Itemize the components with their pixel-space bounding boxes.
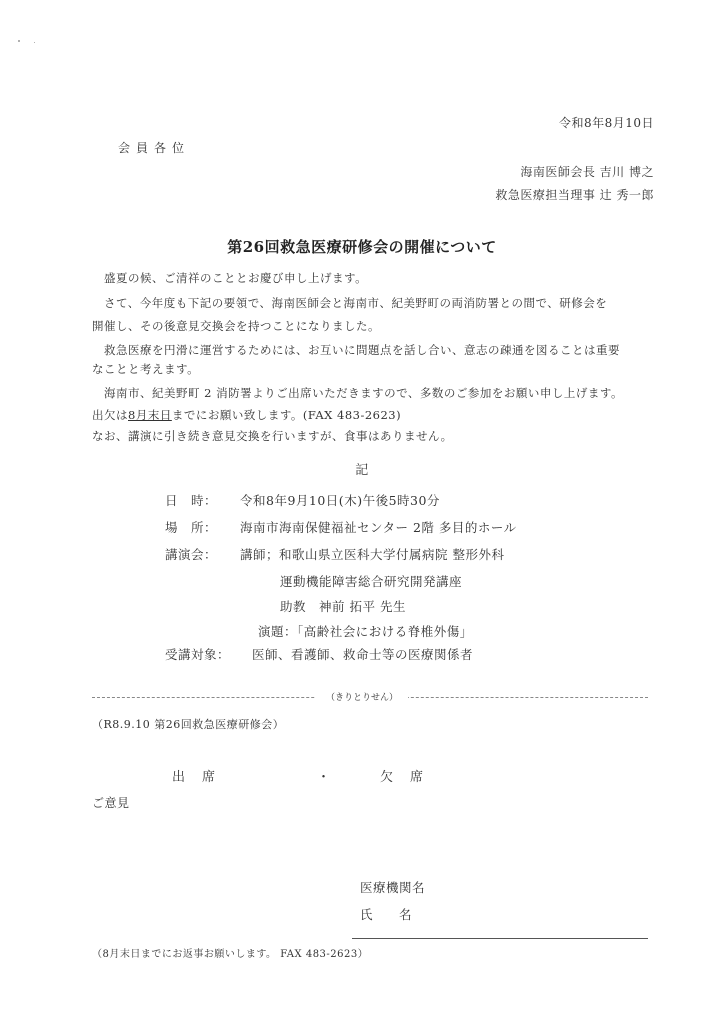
lecture-value: 講師；和歌山県立医科大学付属病院 整形外科: [240, 547, 505, 562]
lecturer-name: 助教 神前 拓平 先生: [280, 599, 406, 614]
sender-director: 救急医療担当理事 辻 秀一郎: [495, 188, 654, 202]
sender-president: 海南医師会長 吉川 博之: [520, 165, 654, 179]
lecture-dept: 運動機能障害総合研究開発講座: [280, 574, 463, 589]
cut-line-label: （きりとりせん）: [0, 690, 724, 703]
addressee: 会員各位: [118, 141, 191, 155]
reply-slip-reference: （R8.9.10 第26回救急医療研修会）: [92, 718, 285, 731]
datetime-label: 日 時：: [165, 493, 218, 508]
document-date: 令和8年8月10日: [558, 116, 654, 130]
scan-speck: [18, 40, 20, 42]
body-para3-line1: 海南市、紀美野町 2 消防署よりご出席いただきますので、多数のご参加をお願い申し上げます。: [104, 386, 623, 400]
ki-heading: 記: [355, 463, 369, 478]
body-para2-line1: 救急医療を円滑に運営するためには、お互いに問題点を話し合い、意志の疎通を図ることは重要: [104, 343, 620, 357]
body-para4: なお、講演に引き続き意見交換を行いますが、食事はありません。: [92, 429, 453, 443]
body-para1-line1: さて、今年度も下記の要領で、海南医師会と海南市、紀美野町の両消防署との間で、研修会を: [104, 296, 608, 310]
attendance-choice: [172, 766, 425, 785]
scan-speck: [34, 42, 35, 43]
attend-separator: ・: [317, 770, 333, 785]
attend-no-option[interactable]: 欠 席: [380, 770, 426, 785]
opinion-label: ご意見: [92, 796, 130, 810]
body-para3-line2: 出欠は8月末日までにお願い致します。(FAX 483-2623): [92, 408, 402, 422]
datetime-value: 令和8年9月10日(木)午後5時30分: [240, 493, 440, 508]
body-greeting: 盛夏の候、ご清祥のこととお慶び申し上げます。: [104, 271, 368, 285]
lecture-label: 講演会：: [165, 547, 218, 562]
institution-label: 医療機関名: [360, 880, 426, 895]
reply-footnote: （8月末日までにお返事お願いします。 FAX 483-2623）: [92, 949, 369, 960]
place-label: 場 所：: [165, 520, 218, 535]
name-label: 氏 名: [360, 907, 413, 922]
place-value: 海南市海南保健福祉センター 2階 多目的ホール: [240, 520, 517, 535]
body-para2-line2: なことと考えます。: [92, 362, 200, 376]
audience-label: 受講対象：: [165, 647, 231, 662]
signature-line: [352, 938, 648, 939]
attend-yes-option[interactable]: 出 席: [172, 770, 218, 785]
body-para1-line2: 開催し、その後意見交換会を持つことになりました。: [92, 319, 380, 333]
lecture-topic: 演題：「高齢社会における脊椎外傷」: [258, 624, 473, 639]
deadline-emphasis: 8月末日: [128, 408, 172, 422]
audience-value: 医師、看護師、救命士等の医療関係者: [252, 647, 474, 662]
document-title: 第26回救急医療研修会の開催について: [227, 238, 497, 256]
